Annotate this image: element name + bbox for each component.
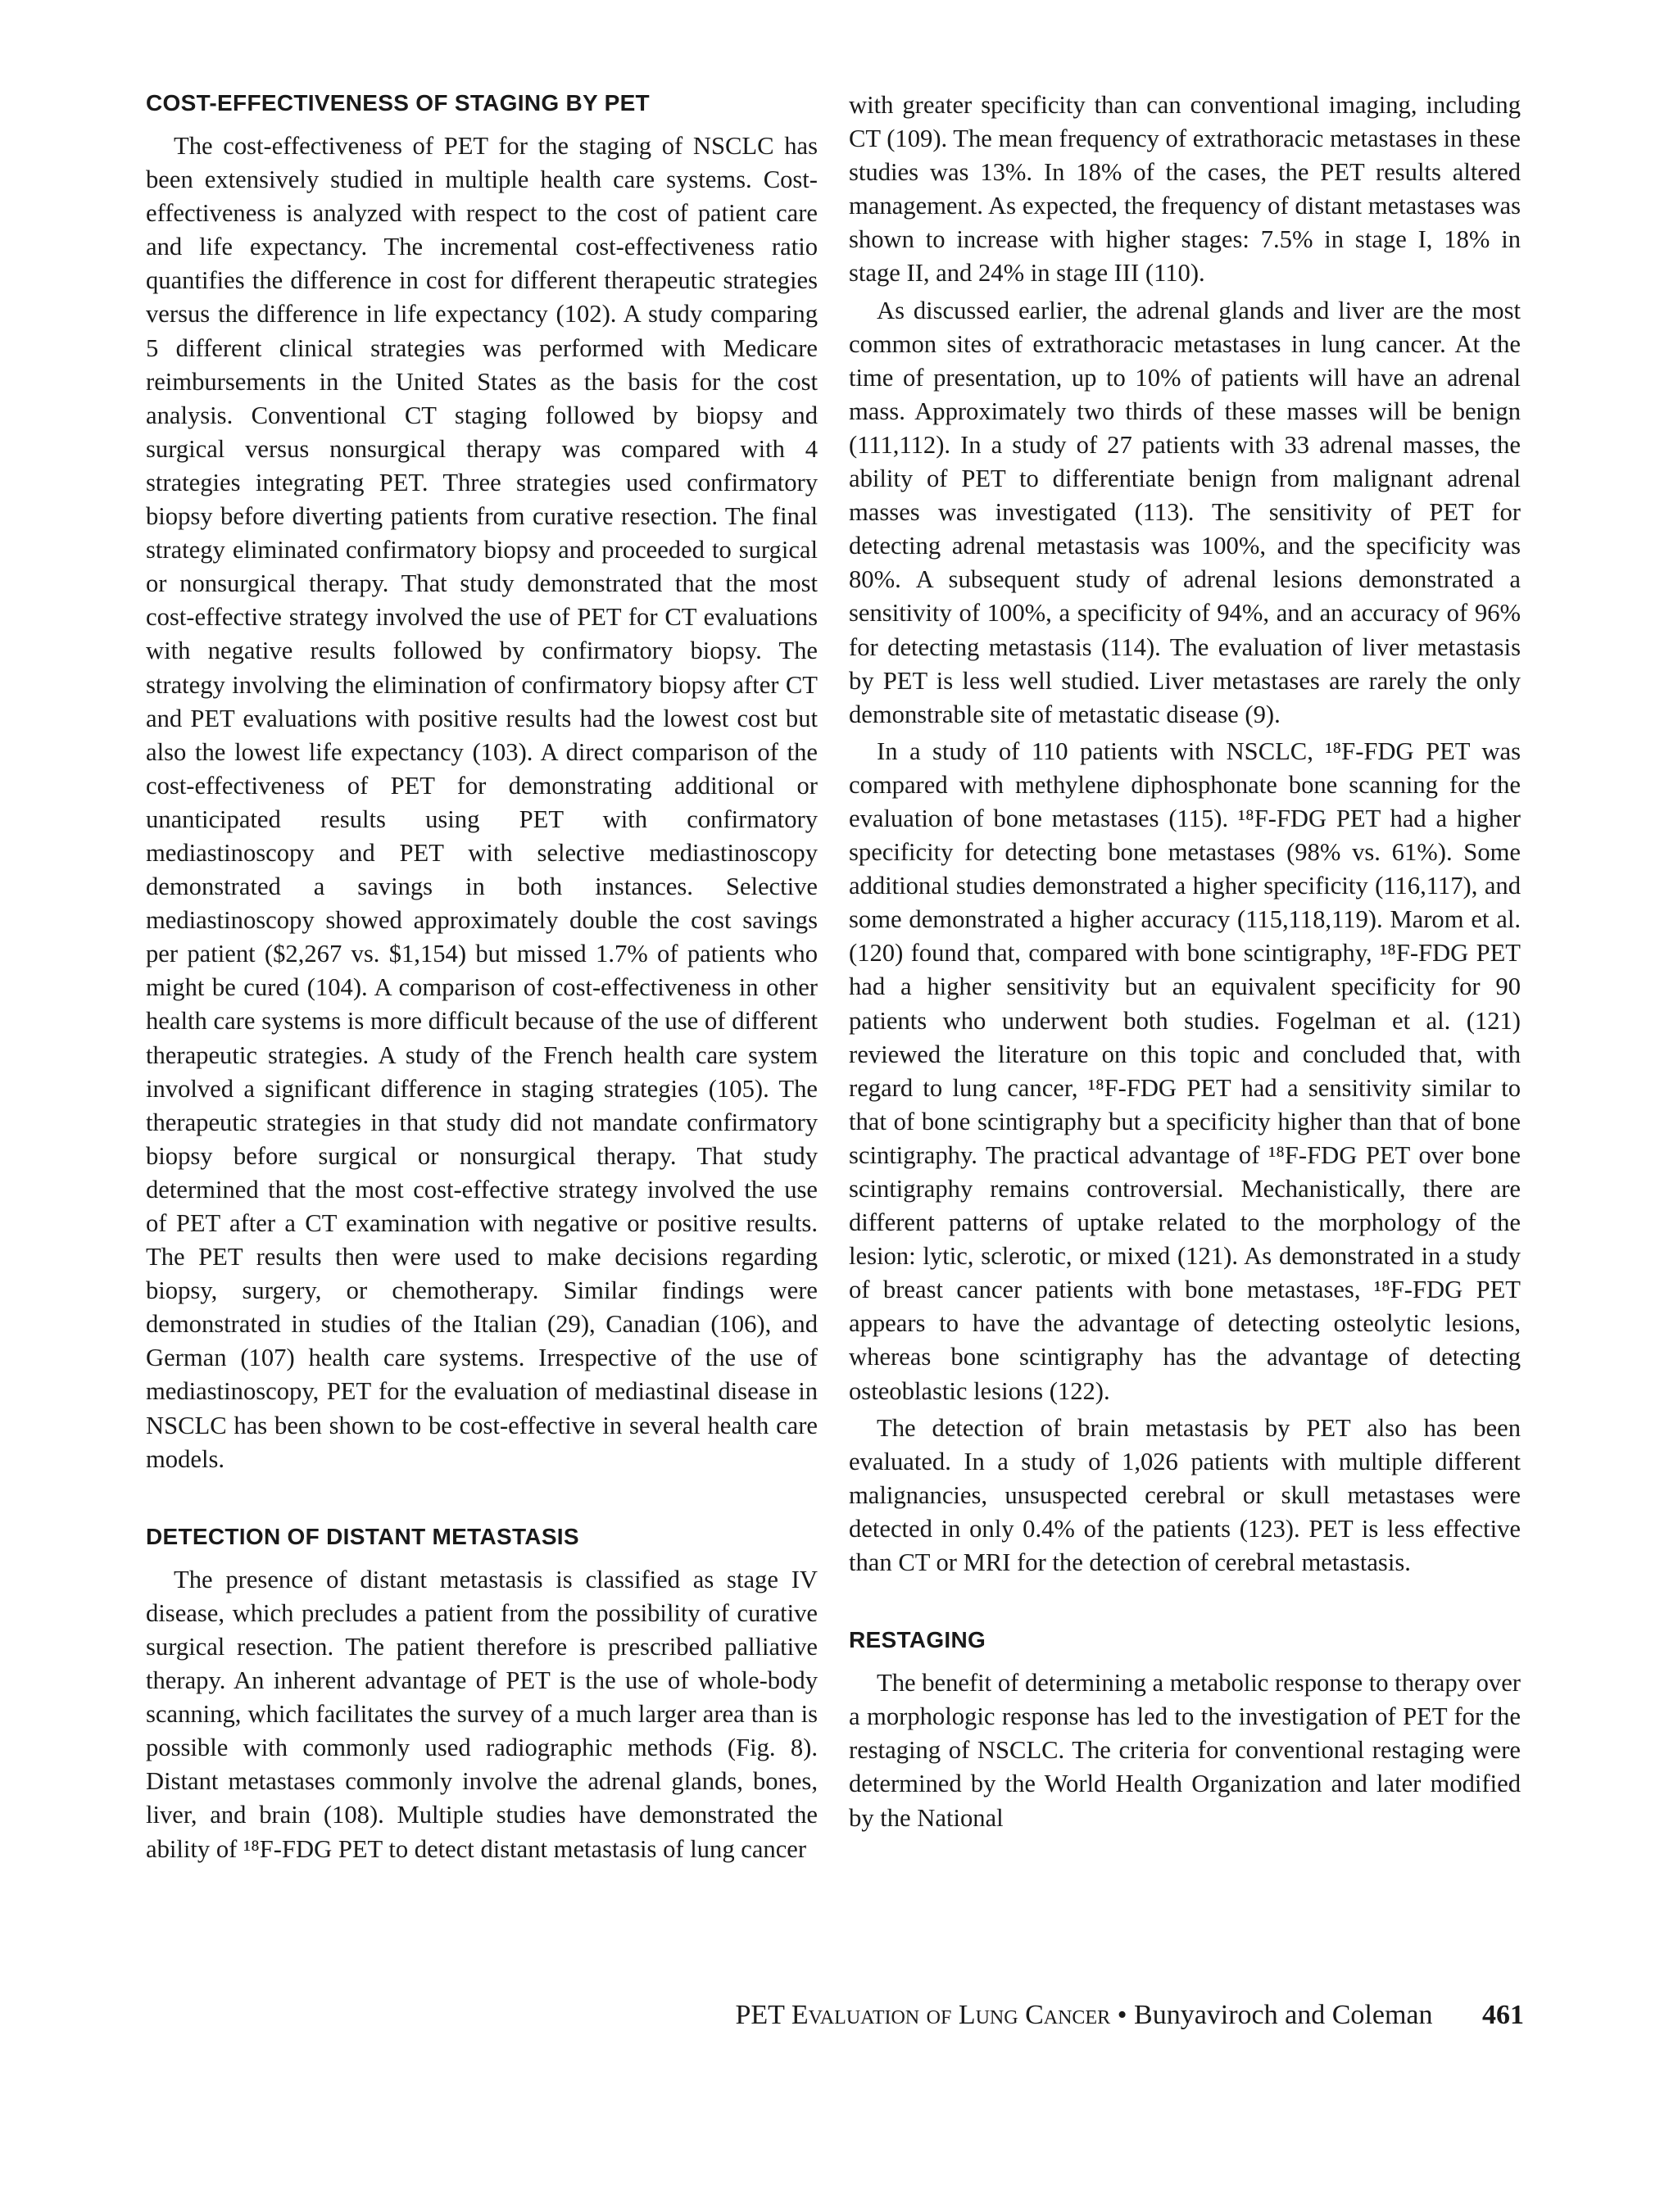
page-footer (655, 1997, 1524, 2033)
footer-separator: • (1117, 2000, 1127, 2030)
footer-authors: Bunyaviroch and Coleman (1134, 2000, 1433, 2030)
page-number: 461 (1482, 2000, 1524, 2030)
paragraph-adrenal-liver: As discussed earlier, the adrenal glands and liver are the most common sites of extrathoracic metastases in lung cancer. At the time of presentation, up to 10% of patients will have an adrenal mass. Approximately two thirds of these masses will be benign (111,112). In a study of 27 patients with 33 adrenal masses, the ability of PET to differentiate benign from malignant adrenal masses was investigated (113). The sensitivity of PET for detecting adrenal metastasis was 100%, and the specificity was 80%. A subsequent study of adrenal lesions demonstrated a sensitivity of 100%, a specificity of 94%, and an accuracy of 96% for detecting metastasis (114). The evaluation of liver metastasis by PET is less well studied. Liver metastases are rarely the only demonstrable site of metastatic disease (9). (849, 296, 1521, 728)
left-column (146, 88, 818, 1870)
paragraph-distant-metastasis: The presence of distant metastasis is classified as stage IV disease, which precludes a patient from the possibility of curative surgical resection. The patient therefore is prescribed palliative therapy. An inherent advantage of PET is the use of whole-body scanning, which facilitates the survey of a much larger area than is possible with commonly used radiographic methods (Fig. 8). Distant metastases commonly involve the adrenal glands, bones, liver, and brain (108). Multiple studies have demonstrated the ability of ¹⁸F-FDG PET to detect distant metastasis of lung cancer (146, 1565, 818, 1863)
right-column (849, 88, 1521, 1838)
paragraph-continued-specificity: with greater specificity than can conventional imaging, including CT (109). The mean frequency of extrathoracic metastases in these studies was 13%. In 18% of the cases, the PET results altered management. As expected, the frequency of distant metastases was shown to increase with higher stages: 7.5% in stage I, 18% in stage II, and 24% in stage III (110). (849, 91, 1521, 288)
section-heading-restaging: RESTAGING (849, 1627, 986, 1653)
paragraph-cost-effectiveness: The cost-effectiveness of PET for the staging of NSCLC has been extensively studied in multiple health care systems. Cost-effectiveness is analyzed with respect to the cost of patient care and life expectancy. The incremental cost-effectiveness ratio quantifies the difference in cost for different therapeutic strategies versus the difference in life expectancy (102). A study comparing 5 different clinical strategies was performed with Medicare reimbursements in the United States as the basis for the cost analysis. Conventional CT staging followed by biopsy and surgical versus nonsurgical therapy was compared with 4 strategies integrating PET. Three strategies used confirmatory biopsy before diverting patients from curative resection. The final strategy eliminated confirmatory biopsy and proceeded to surgical or nonsurgical therapy. That study demonstrated that the most cost-effective strategy involved the use of PET for CT evaluations with negative results followed by confirmatory biopsy. The strategy involving the elimination of confirmatory biopsy after CT and PET evaluations with positive results had the lowest cost but also the lowest life expectancy (103). A direct comparison of the cost-effectiveness of PET for demonstrating additional or unanticipated results using PET with confirmatory mediastinoscopy and PET with selective mediastinoscopy demonstrated a savings in both instances. Selective mediastinoscopy showed approximately double the cost savings per patient ($2,267 vs. $1,154) but missed 1.7% of patients who might be cured (104). A comparison of cost-effectiveness in other health care systems is more difficult because of the use of different therapeutic strategies. A study of the French health care system involved a significant difference in staging strategies (105). The therapeutic strategies in that study did not mandate confirmatory biopsy before surgical or nonsurgical therapy. That study determined that the most cost-effective strategy involved the use of PET after a CT examination with negative or positive results. The PET results then were used to make decisions regarding biopsy, surgery, or chemotherapy. Similar findings were demonstrated in studies of the Italian (29), Canadian (106), and German (107) health care systems. Irrespective of the use of mediastinoscopy, PET for the evaluation of mediastinal disease in NSCLC has been shown to be cost-effective in several health care models. (146, 132, 818, 1473)
paragraph-bone-metastases: In a study of 110 patients with NSCLC, ¹⁸F-FDG PET was compared with methylene diphosphonate bone scanning for the evaluation of bone metastases (115). ¹⁸F-FDG PET had a higher specificity for detecting bone metastases (98% vs. 61%). Some additional studies demonstrated a higher specificity (116,117), and some demonstrated a higher accuracy (115,118,119). Marom et al. (120) found that, compared with bone scintigraphy, ¹⁸F-FDG PET had a higher sensitivity but an equivalent specificity for 90 patients who underwent both studies. Fogelman et al. (121) reviewed the literature on this topic and concluded that, with regard to lung cancer, ¹⁸F-FDG PET had a sensitivity similar to that of bone scintigraphy but a specificity higher than that of bone scintigraphy. The practical advantage of ¹⁸F-FDG PET over bone scintigraphy remains controversial. Mechanistically, there are different patterns of uptake related to the morphology of the lesion: lytic, sclerotic, or mixed (121). As demonstrated in a study of breast cancer patients with bone metastases, ¹⁸F-FDG PET appears to have the advantage of detecting osteolytic lesions, whereas bone scintigraphy has the advantage of detecting osteoblastic lesions (122). (849, 737, 1521, 1405)
running-title: PET Evaluation of Lung Cancer (735, 2000, 1111, 2030)
paragraph-brain-metastasis: The detection of brain metastasis by PET also has been evaluated. In a study of 1,026 patients with multiple different malignancies, unsuspected cerebral or skull metastases were detected in only 0.4% of the patients (123). PET is less effective than CT or MRI for the detection of cerebral metastasis. (849, 1413, 1521, 1577)
paragraph-restaging: The benefit of determining a metabolic response to therapy over a morphologic response has led to the investigation of PET for the restaging of NSCLC. The criteria for conventional restaging were determined by the World Health Organization and later modified by the National (849, 1669, 1521, 1832)
section-heading-cost-effectiveness: COST-EFFECTIVENESS OF STAGING BY PET (146, 90, 650, 116)
section-heading-distant-metastasis: DETECTION OF DISTANT METASTASIS (146, 1523, 579, 1549)
